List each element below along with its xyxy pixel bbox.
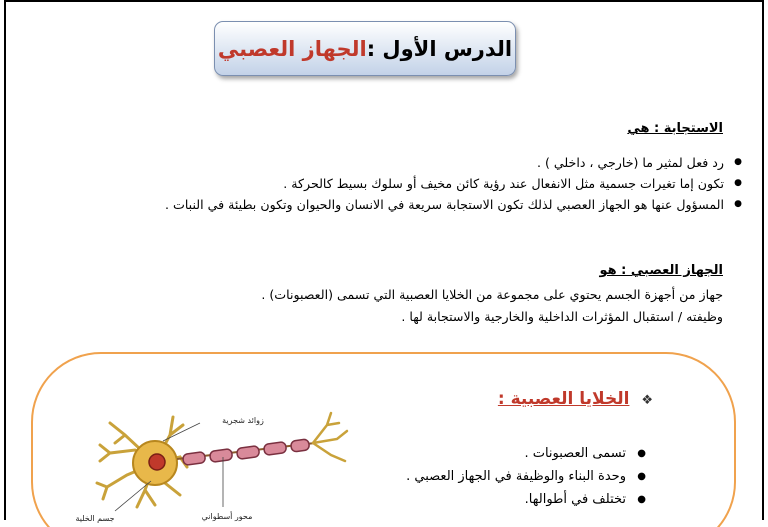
cell-body-label: جسم الخلية (75, 514, 115, 523)
nervous-system-function: وظيفته / استقبال المؤثرات الداخلية والخارجية والاستجابة لها . (401, 309, 723, 324)
nervous-system-definition: جهاز من أجهزة الجسم يحتوي على مجموعة من الخلايا العصبية التي تسمى (العصبونات) . (261, 287, 723, 302)
nervous-system-heading: الجهاز العصبي : هو (599, 263, 723, 278)
cell-body-pointer-line (115, 481, 151, 511)
lesson-title-box (214, 21, 516, 76)
axon-label: محور أسطواني (201, 512, 253, 521)
neuron-myelin-sheath (182, 439, 309, 466)
lesson-title-accent: الجهاز العصبي (217, 36, 367, 61)
diamond-bullet-icon: ❖ (641, 393, 653, 408)
list-item: ● تكون إما تغيرات جسمية مثل الانفعال عند رؤية كائن مخيف أو سلوك بسيط كالحركة . (165, 173, 742, 194)
list-item: ● رد فعل لمثير ما (خارجي ، داخلي ) . (165, 152, 742, 173)
nerve-cells-bullet-list (406, 442, 648, 511)
list-item: ● تختلف في أطوالها. (406, 488, 648, 511)
nerve-cells-heading-label: الخلايا العصبية : (497, 389, 630, 409)
neuron-nucleus (149, 454, 165, 470)
response-bullet-list (165, 152, 742, 215)
list-item: ● تسمى العصبونات . (406, 442, 648, 465)
lesson-title-prefix: الدرس الأول : (366, 36, 513, 61)
nerve-cells-heading (498, 389, 653, 409)
list-item: ● المسؤول عنها هو الجهاز العصبي لذلك تكون الاستجابة سريعة في الانسان والحيوان وتكون بطيئة في النبات . (165, 194, 742, 215)
neuron-axon-terminals (313, 413, 347, 461)
dendrites-label: زوائد شجرية (222, 416, 264, 425)
neuron-diagram (55, 395, 355, 527)
response-heading: الاستجابة : هي (627, 121, 723, 136)
list-item: ● وحدة البناء والوظيفة في الجهاز العصبي . (406, 465, 648, 488)
